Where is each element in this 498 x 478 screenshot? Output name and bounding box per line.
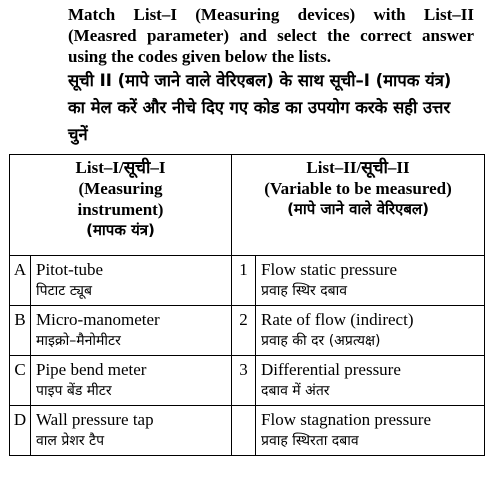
list1-title: List–I/सूची–I	[75, 158, 166, 177]
list1-item-hi: पिटाट ट्यूब	[36, 283, 92, 299]
list1-subtitle-hi: (मापक यंत्र)	[86, 221, 155, 239]
list2-item	[256, 256, 485, 306]
list1-item	[31, 256, 232, 306]
list2-header	[232, 155, 485, 256]
table-row	[10, 256, 485, 306]
list1-subtitle-en: (Measuring instrument)	[77, 179, 164, 219]
list1-item-en: Wall pressure tap	[36, 410, 154, 429]
list2-title: List–II/सूची–II	[306, 158, 410, 177]
list1-item-hi: माइक्रो–मैनोमीटर	[36, 333, 121, 349]
table-row	[10, 306, 485, 356]
row-number: 1	[232, 256, 256, 306]
question-hindi: सूची II (मापे जाने वाले वेरिएबल) के साथ सूची–I (मापक यंत्र) का मेल करें और नीचे दिए गए कोड का उपयोग करके सही उत्तर चुनें	[68, 71, 452, 144]
row-number	[232, 406, 256, 456]
list2-item-en: Rate of flow (indirect)	[261, 310, 414, 329]
list2-item-en: Flow stagnation pressure	[261, 410, 431, 429]
list2-item-hi: प्रवाह स्थिरता दबाव	[261, 433, 359, 449]
list2-item-hi: प्रवाह की दर (अप्रत्यक्ष)	[261, 333, 381, 349]
row-letter: B	[10, 306, 31, 356]
list1-item-en: Pitot-tube	[36, 260, 104, 279]
list2-item	[256, 406, 485, 456]
list1-item-en: Pipe bend meter	[36, 360, 147, 379]
question-english: Match List–I (Measuring devices) with List–II (Measred parameter) and select the correct answer using the codes given below the lists.	[68, 5, 474, 66]
list2-item-en: Flow static pressure	[261, 260, 397, 279]
row-letter: A	[10, 256, 31, 306]
table-row	[10, 406, 485, 456]
list2-subtitle-hi: (मापे जाने वाले वेरिएबल)	[287, 200, 429, 218]
list2-item-en: Differential pressure	[261, 360, 401, 379]
list1-item	[31, 406, 232, 456]
list2-item	[256, 306, 485, 356]
matching-table	[9, 154, 485, 456]
list2-item-hi: प्रवाह स्थिर दबाव	[261, 283, 348, 299]
list2-item	[256, 356, 485, 406]
list1-item-hi: पाइप बेंड मीटर	[36, 383, 112, 399]
question-text	[68, 4, 474, 148]
row-letter: C	[10, 356, 31, 406]
table-row	[10, 356, 485, 406]
table-header-row	[10, 155, 485, 256]
list2-subtitle-en: (Variable to be measured)	[264, 179, 452, 198]
list2-item-hi: दबाव में अंतर	[261, 383, 330, 399]
list1-item	[31, 356, 232, 406]
list1-header	[10, 155, 232, 256]
row-letter: D	[10, 406, 31, 456]
list1-item-en: Micro-manometer	[36, 310, 160, 329]
list1-item-hi: वाल प्रेशर टैप	[36, 433, 105, 449]
list1-item	[31, 306, 232, 356]
row-number: 3	[232, 356, 256, 406]
row-number: 2	[232, 306, 256, 356]
